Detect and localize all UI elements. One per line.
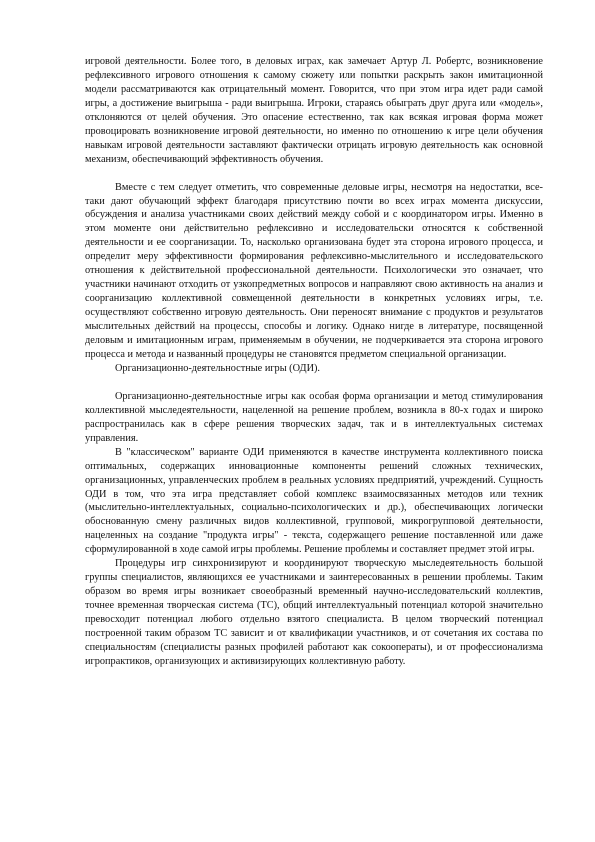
paragraph-odi-definition: Организационно-деятельностные игры как особая форма организации и метод стимулирования коллективной мыследеятельности, нацеленной на решение проблем, возникла в 80-х годах и широко распространилась как в сфере решения творческих задач, так и в интеллектуальных системах управления. xyxy=(85,390,543,444)
paragraph-business-games-effect: Вместе с тем следует отметить, что современные деловые игры, несмотря на недостатки, все-таки дают обучающий эффект благодаря присутствию почти во всех играх момента дискуссии, обсуждения и анализа участниками своих действий между собой и с координатором игры. Именно в этом моменте они действительно рефлексивно и исследовательски относятся к собственной деятельности и ее соорганизации. То, насколько организована будет эта сторона игрового процесса, и определит меру эффективности формирования рефлексивно-мыслительного и исследовательского отношения к действительной профессиональной деятельности. Психологически это означает, что участники начинают отходить от узкопредметных вопросов и направляют свою активность на анализ и соорганизацию коллективной совмещенной деятельности в конкретных условиях игры, т.е. осуществляют собственно игровую деятельность. Они переносят внимание с продуктов и результатов мыслительных действий на процессы, способы и логику. Однако нигде в литературе, посвященной деловым и имитационным играм, применяемым в обучении, не подчеркивается эта сторона игрового процесса и метода и названный процедуры не становятся предметом специальной организации. xyxy=(85,181,543,360)
paragraph-odi-classic-variant: В "классическом" варианте ОДИ применяются в качестве инструмента коллективного поиска оптимальных, содержащих инновационные компоненты решений сложных технических, организационных, управленческих проблем в реальных условиях предприятий, учреждений. Сущность ОДИ в том, что эта игра представляет собой комплекс взаимосвязанных методов или техник (мыслительно-интеллектуальных, социально-психологических и др.), обеспечивающих логически обоснованную смену различных видов коллективной, групповой, микрогрупповой деятельности, нацеленных на создание "продукта игры" - текста, содержащего решение поставленной или даже сформулированной в ходе самой игры проблемы. Решение проблемы и составляет предмет этой игры. xyxy=(85,446,543,556)
document-body xyxy=(85,55,543,669)
paragraph-game-procedures: Процедуры игр синхронизируют и координируют творческую мыследеятельность большой группы специалистов, являющихся ее участниками и заинтересованных в решении проблемы. Таким образом во время игры возникает своеобразный временный научно-исследовательский коллектив, точнее временная творческая система (ТС), общий интеллектуальный потенциал которой значительно превосходит потенциал любого отдельно взятого специалиста. В целом творческий потенциал построенной таким образом ТС зависит и от квалификации участников, и от сочетания их состава по специальностям (специалисты разных профилей работают как сокооператы), и от профессионализма игропрактиков, организующих и активизирующих коллективную работу. xyxy=(85,558,543,667)
section-heading-odi: Организационно-деятельностные игры (ОДИ). xyxy=(115,362,321,374)
paragraph-game-activity-continuation: игровой деятельности. Более того, в деловых играх, как замечает Артур Л. Робертс, возникновение рефлексивного игрового отношения к самому сюжету или попытки раскрыть закон имитационной модели рассматриваются как отрицательный момент. Говорится, что при этом игра идет ради самой игры, а достижение выигрыша - ради выигрыша. Игроки, стараясь обыграть друг друга или «модель», отклоняются от целей обучения. Это опасение естественно, так как всякая игровая форма может провоцировать возникновение игровой деятельности, но именно по отношению к игре цели обучения навыкам игровой деятельности заставляют фактически отрицать игровую деятельность как основной механизм, обеспечивающий эффективность обучения. xyxy=(85,56,543,165)
